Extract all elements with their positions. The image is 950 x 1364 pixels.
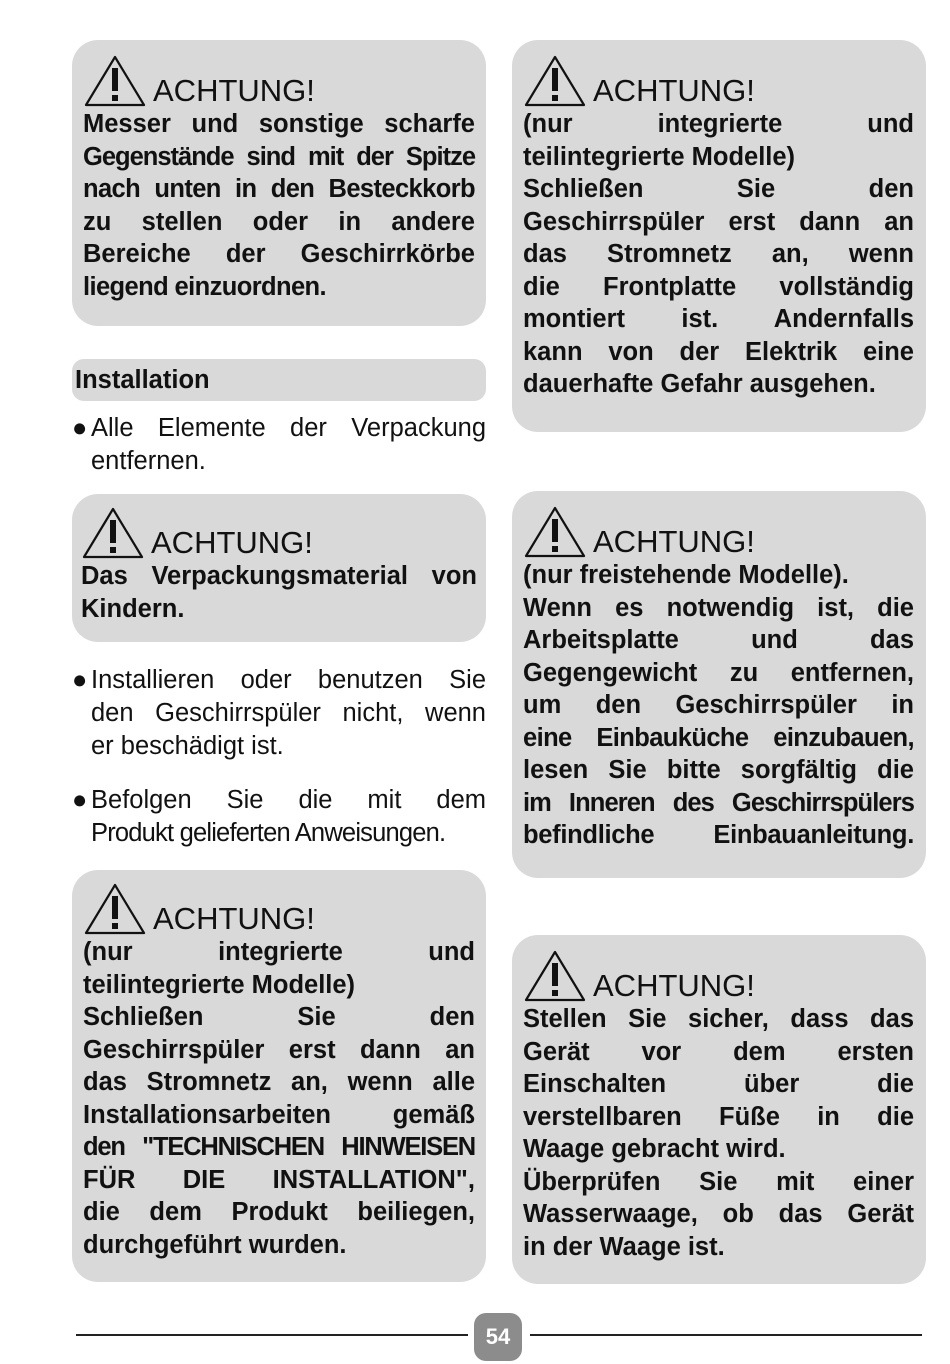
warning-header (83, 880, 475, 936)
warning-title: ACHTUNG! (593, 73, 755, 108)
warning-title: ACHTUNG! (151, 525, 313, 560)
warning-header (523, 52, 914, 108)
footer-divider-right (530, 1334, 922, 1336)
warning-triangle-icon (523, 54, 587, 108)
warning-title: ACHTUNG! (593, 524, 755, 559)
warning-box-packaging (72, 494, 486, 642)
warning-text: Das Verpackungsmaterial von Kindern. (81, 562, 477, 623)
warning-text: (nur integrierte und teilintegrierte Modelle) Schließen Sie den Geschirrspüler erst dann an das Stromnetz an, wenn alle Installationsarbeiten gemäß den "TECHNISCHEN HINWEISEN FÜR DIE INSTALLATION", die dem Produkt beiliegen, durchgeführt wurden. (83, 938, 475, 1259)
warning-text: (nur integrierte und teilintegrierte Modelle) Schließen Sie den Geschirrspüler erst dann an das Stromnetz an, wenn die Frontplatte vollständig montiert ist. Andernfalls kann von der Elektrik eine dauerhafte Gefahr ausgehen. (523, 110, 914, 398)
page-number: 54 (474, 1313, 522, 1361)
bullet-icon: ● (72, 414, 88, 442)
list-item: ● Installieren oder benutzen Sie den Geschirrspüler nicht, wenn er beschädigt ist. (72, 666, 486, 760)
warning-box-freestanding (512, 491, 926, 878)
warning-title: ACHTUNG! (153, 901, 315, 936)
warning-box-leveling (512, 935, 926, 1284)
warning-header (523, 947, 914, 1003)
warning-title: ACHTUNG! (593, 968, 755, 1003)
warning-triangle-icon (83, 882, 147, 936)
warning-triangle-icon (523, 505, 587, 559)
bullet-icon: ● (72, 666, 88, 694)
warning-header (81, 504, 477, 560)
warning-box-frontplate (512, 40, 926, 432)
warning-triangle-icon (523, 949, 587, 1003)
warning-triangle-icon (83, 54, 147, 108)
bullet-icon: ● (72, 786, 88, 814)
warning-title: ACHTUNG! (153, 73, 315, 108)
warning-header (523, 503, 914, 559)
warning-text: (nur freistehende Modelle). Wenn es notwendig ist, die Arbeitsplatte und das Gegengewicht zu entfernen, um den Geschirrspüler in eine Einbauküche einzubauen, lesen Sie bitte sorgfältig die im Inneren des Geschirrspülers befindliche Einbauanleitung. (523, 561, 914, 849)
warning-header (83, 52, 475, 108)
footer-divider-left (76, 1334, 468, 1336)
warning-text: Messer und sonstige scharfe Gegenstände sind mit der Spitze nach unten in den Besteckkorb zu stellen oder in andere Bereiche der Geschirrkörbe liegend einzuordnen. (83, 110, 475, 301)
list-item: ● Befolgen Sie die mit dem Produkt gelieferten Anweisungen. (72, 786, 486, 847)
section-heading-installation: Installation (72, 359, 486, 401)
warning-box-knives (72, 40, 486, 326)
list-item: ● Alle Elemente der Verpackung entfernen. (72, 414, 486, 475)
warning-text: Stellen Sie sicher, dass das Gerät vor dem ersten Einschalten über die verstellbaren Füße in die Waage gebracht wird. Überprüfen Sie mit einer Wasserwaage, ob das Gerät in der Waage ist. (523, 1005, 914, 1261)
warning-box-installation-integrated (72, 870, 486, 1282)
warning-triangle-icon (81, 506, 145, 560)
